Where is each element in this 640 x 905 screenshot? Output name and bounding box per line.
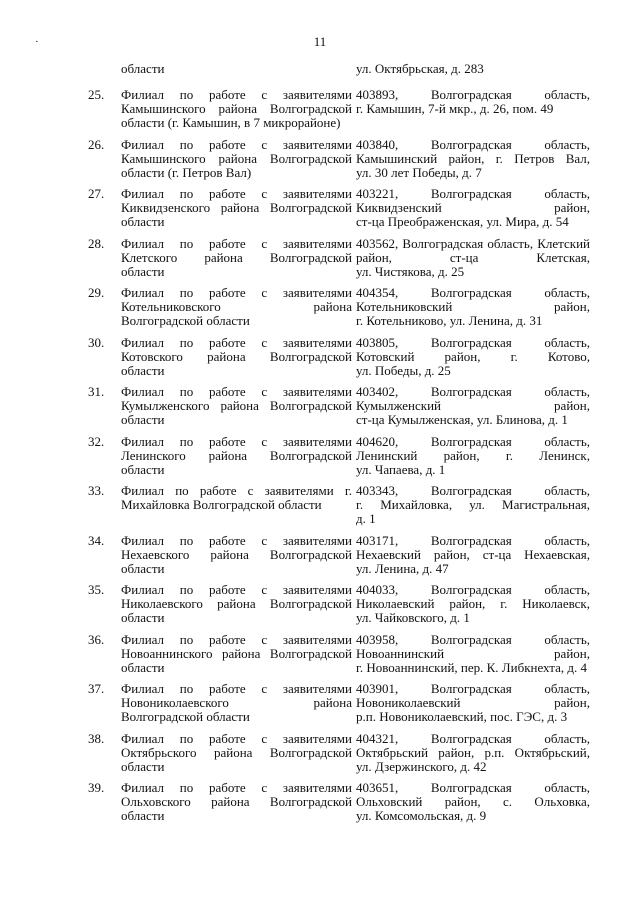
row-number: 26.: [88, 136, 105, 152]
branch-name: [121, 385, 352, 427]
branch-address-line: ул. Победы, д. 25: [356, 362, 451, 378]
branch-name-line: области: [121, 808, 165, 823]
branch-address: [356, 633, 590, 675]
branch-name-line: Михайловка Волгоградской области: [121, 497, 322, 512]
branch-address-line: 403402, Волгоградская область,: [356, 384, 590, 399]
branch-address-line: 404033, Волгоградская область,: [356, 582, 590, 597]
branch-address-line: ул. Чистякова, д. 25: [356, 263, 465, 279]
branch-name-line: области: [121, 461, 165, 477]
branch-name-line: Котельниковского района: [121, 299, 352, 314]
table-row: [0, 187, 640, 237]
branch-address-line: 403893, Волгоградская область,: [356, 87, 590, 102]
table-row: [0, 138, 640, 188]
branch-name-line: области: [121, 560, 165, 576]
branch-address-line: 403651, Волгоградская область,: [356, 780, 590, 795]
branch-name-line: Филиал по работе с заявителями: [121, 334, 352, 350]
branch-address-line: район, ст-ца Клетская,: [356, 249, 590, 265]
branch-name-line: области: [121, 412, 165, 427]
branch-address-line: Ленинский район, г. Ленинск,: [356, 447, 590, 463]
branch-name: [121, 336, 352, 378]
branch-name-line: Филиал по работе с заявителями: [121, 87, 352, 102]
branch-address: [356, 583, 590, 625]
branch-name-line: Новоаннинского района Волгоградской: [121, 645, 352, 661]
branch-address: [356, 732, 590, 774]
branch-name-line: Камышинского района Волгоградской: [121, 150, 352, 166]
branch-table: [0, 88, 640, 831]
branch-address-line: г. Новоаннинский, пер. К. Либкнехта, д. 4: [356, 659, 587, 675]
branch-name: [121, 187, 352, 229]
branch-name-line: Филиал по работе с заявителями: [121, 631, 352, 647]
branch-name-line: Филиал по работе с заявителями: [121, 780, 352, 795]
row-number: 28.: [88, 235, 105, 251]
table-row: [0, 732, 640, 782]
table-row: [0, 336, 640, 386]
continuation-left: области: [121, 61, 165, 76]
branch-name-line: Филиал по работе с заявителями: [121, 235, 352, 251]
branch-name-line: области (г. Камышин, в 7 микрорайоне): [121, 115, 341, 130]
table-row: [0, 583, 640, 633]
branch-name-line: Филиал по работе с заявителями: [121, 285, 352, 300]
branch-address-line: ул. Комсомольская, д. 9: [356, 808, 487, 823]
branch-name-line: Филиал по работе с заявителями: [121, 681, 352, 696]
branch-address-line: 403958, Волгоградская область,: [356, 631, 590, 647]
branch-address: [356, 138, 590, 180]
table-row: [0, 781, 640, 831]
branch-name-line: Клетского района Волгоградской: [121, 249, 352, 265]
row-number: 30.: [88, 334, 105, 350]
branch-address-line: ул. Дзержинского, д. 42: [356, 758, 487, 774]
branch-name: [121, 484, 352, 512]
branch-address: [356, 781, 590, 823]
branch-address-line: 403901, Волгоградская область,: [356, 681, 590, 696]
row-number: 25.: [88, 87, 105, 102]
branch-address-line: ул. Чапаева, д. 1: [356, 461, 446, 477]
branch-name: [121, 435, 352, 477]
branch-address-line: Октябрьский район, р.п. Октябрьский,: [356, 744, 590, 760]
branch-address-line: 403343, Волгоградская область,: [356, 483, 590, 498]
branch-name-line: области (г. Петров Вал): [121, 164, 252, 180]
branch-address-line: ул. Чайковского, д. 1: [356, 610, 470, 625]
branch-name-line: Филиал по работе с заявителями: [121, 136, 352, 152]
page-number: 11: [313, 34, 327, 49]
row-number: 34.: [88, 532, 105, 548]
row-number: 27.: [88, 186, 105, 201]
branch-name-line: Филиал по работе с заявителями: [121, 384, 352, 399]
branch-name-line: области: [121, 362, 165, 378]
row-number: 37.: [88, 681, 105, 696]
row-number: 31.: [88, 384, 105, 399]
branch-address-line: 403805, Волгоградская область,: [356, 334, 590, 350]
branch-address-line: 404354, Волгоградская область,: [356, 285, 590, 300]
table-row: [0, 682, 640, 732]
branch-name: [121, 682, 352, 724]
branch-name-line: области: [121, 610, 165, 625]
branch-address-line: Кумылженский район,: [356, 398, 590, 413]
branch-name-line: Котовского района Волгоградской: [121, 348, 352, 364]
table-row: [0, 534, 640, 584]
table-row: [0, 286, 640, 336]
branch-name: [121, 88, 352, 130]
branch-name: [121, 633, 352, 675]
branch-name-line: области: [121, 263, 165, 279]
branch-name-line: Волгоградской области: [121, 709, 250, 724]
branch-address-line: Николаевский район, г. Николаевск,: [356, 596, 590, 611]
branch-name-line: Ленинского района Волгоградской: [121, 447, 352, 463]
branch-name: [121, 237, 352, 279]
branch-address-line: Новониколаевский район,: [356, 695, 590, 710]
branch-address-line: г. Камышин, 7-й мкр., д. 26, пом. 49: [356, 101, 554, 116]
branch-name-line: области: [121, 659, 165, 675]
branch-address-line: Котельниковский район,: [356, 299, 590, 314]
branch-address-line: г. Михайловка, ул. Магистральная,: [356, 497, 590, 512]
branch-name-line: Нехаевского района Волгоградской: [121, 546, 352, 562]
branch-address: [356, 385, 590, 427]
branch-address-line: 403840, Волгоградская область,: [356, 136, 590, 152]
branch-address: [356, 336, 590, 378]
branch-address: [356, 534, 590, 576]
branch-name-line: Филиал по работе с заявителями: [121, 532, 352, 548]
branch-name-line: Волгоградской области: [121, 313, 250, 328]
branch-address: [356, 237, 590, 279]
row-number: 38.: [88, 730, 105, 746]
row-number: 29.: [88, 285, 105, 300]
branch-name-line: Камышинского района Волгоградской: [121, 101, 352, 116]
branch-address-line: 404620, Волгоградская область,: [356, 433, 590, 449]
branch-name-line: Филиал по работе с заявителями: [121, 730, 352, 746]
branch-address-line: 403171, Волгоградская область,: [356, 532, 590, 548]
branch-name-line: Филиал по работе с заявителями г.: [121, 483, 352, 498]
branch-name: [121, 286, 352, 328]
branch-address-line: Нехаевский район, ст-ца Нехаевская,: [356, 546, 590, 562]
branch-name-line: Октябрьского района Волгоградской: [121, 744, 352, 760]
branch-name-line: Филиал по работе с заявителями: [121, 433, 352, 449]
branch-name: [121, 138, 352, 180]
branch-address-line: д. 1: [356, 511, 376, 526]
branch-address-line: ул. 30 лет Победы, д. 7: [356, 164, 482, 180]
branch-address: [356, 682, 590, 724]
branch-name-line: области: [121, 758, 165, 774]
branch-address: [356, 435, 590, 477]
branch-name-line: Филиал по работе с заявителями: [121, 186, 352, 201]
branch-address-line: ст-ца Кумылженская, ул. Блинова, д. 1: [356, 412, 568, 427]
branch-name: [121, 781, 352, 823]
branch-address-line: Ольховский район, с. Ольховка,: [356, 794, 590, 809]
continuation-right: ул. Октябрьская, д. 283: [356, 61, 484, 76]
row-number: 35.: [88, 582, 105, 597]
branch-address: [356, 88, 590, 116]
row-number: 36.: [88, 631, 105, 647]
branch-name-line: Новониколаевского района: [121, 695, 352, 710]
branch-address-line: Новоаннинский район,: [356, 645, 590, 661]
table-row: [0, 237, 640, 287]
branch-address-line: Камышинский район, г. Петров Вал,: [356, 150, 590, 166]
table-row: [0, 633, 640, 683]
branch-name: [121, 534, 352, 576]
row-number: 32.: [88, 433, 105, 449]
branch-address-line: Котовский район, г. Котово,: [356, 348, 590, 364]
branch-address-line: г. Котельниково, ул. Ленина, д. 31: [356, 313, 543, 328]
scan-mark: ·: [35, 36, 39, 48]
branch-name-line: Кумылженского района Волгоградской: [121, 398, 352, 413]
branch-address-line: 404321, Волгоградская область,: [356, 730, 590, 746]
table-row: [0, 435, 640, 485]
branch-address: [356, 187, 590, 229]
branch-address-line: ст-ца Преображенская, ул. Мира, д. 54: [356, 214, 569, 229]
branch-name-line: Киквидзенского района Волгоградской: [121, 200, 352, 215]
branch-address-line: 403562, Волгоградская область, Клетский: [356, 235, 590, 251]
table-row: [0, 484, 640, 534]
table-row: [0, 88, 640, 138]
table-row: [0, 385, 640, 435]
branch-name-line: Ольховского района Волгоградской: [121, 794, 352, 809]
branch-name-line: области: [121, 214, 165, 229]
branch-address-line: р.п. Новониколаевский, пос. ГЭС, д. 3: [356, 709, 568, 724]
row-number: 33.: [88, 483, 105, 498]
branch-name: [121, 732, 352, 774]
branch-address-line: 403221, Волгоградская область,: [356, 186, 590, 201]
row-number: 39.: [88, 780, 105, 795]
branch-address-line: ул. Ленина, д. 47: [356, 560, 449, 576]
branch-address-line: Киквидзенский район,: [356, 200, 590, 215]
branch-name-line: Филиал по работе с заявителями: [121, 582, 352, 597]
branch-address: [356, 286, 590, 328]
branch-name: [121, 583, 352, 625]
branch-name-line: Николаевского района Волгоградской: [121, 596, 352, 611]
branch-address: [356, 484, 590, 526]
